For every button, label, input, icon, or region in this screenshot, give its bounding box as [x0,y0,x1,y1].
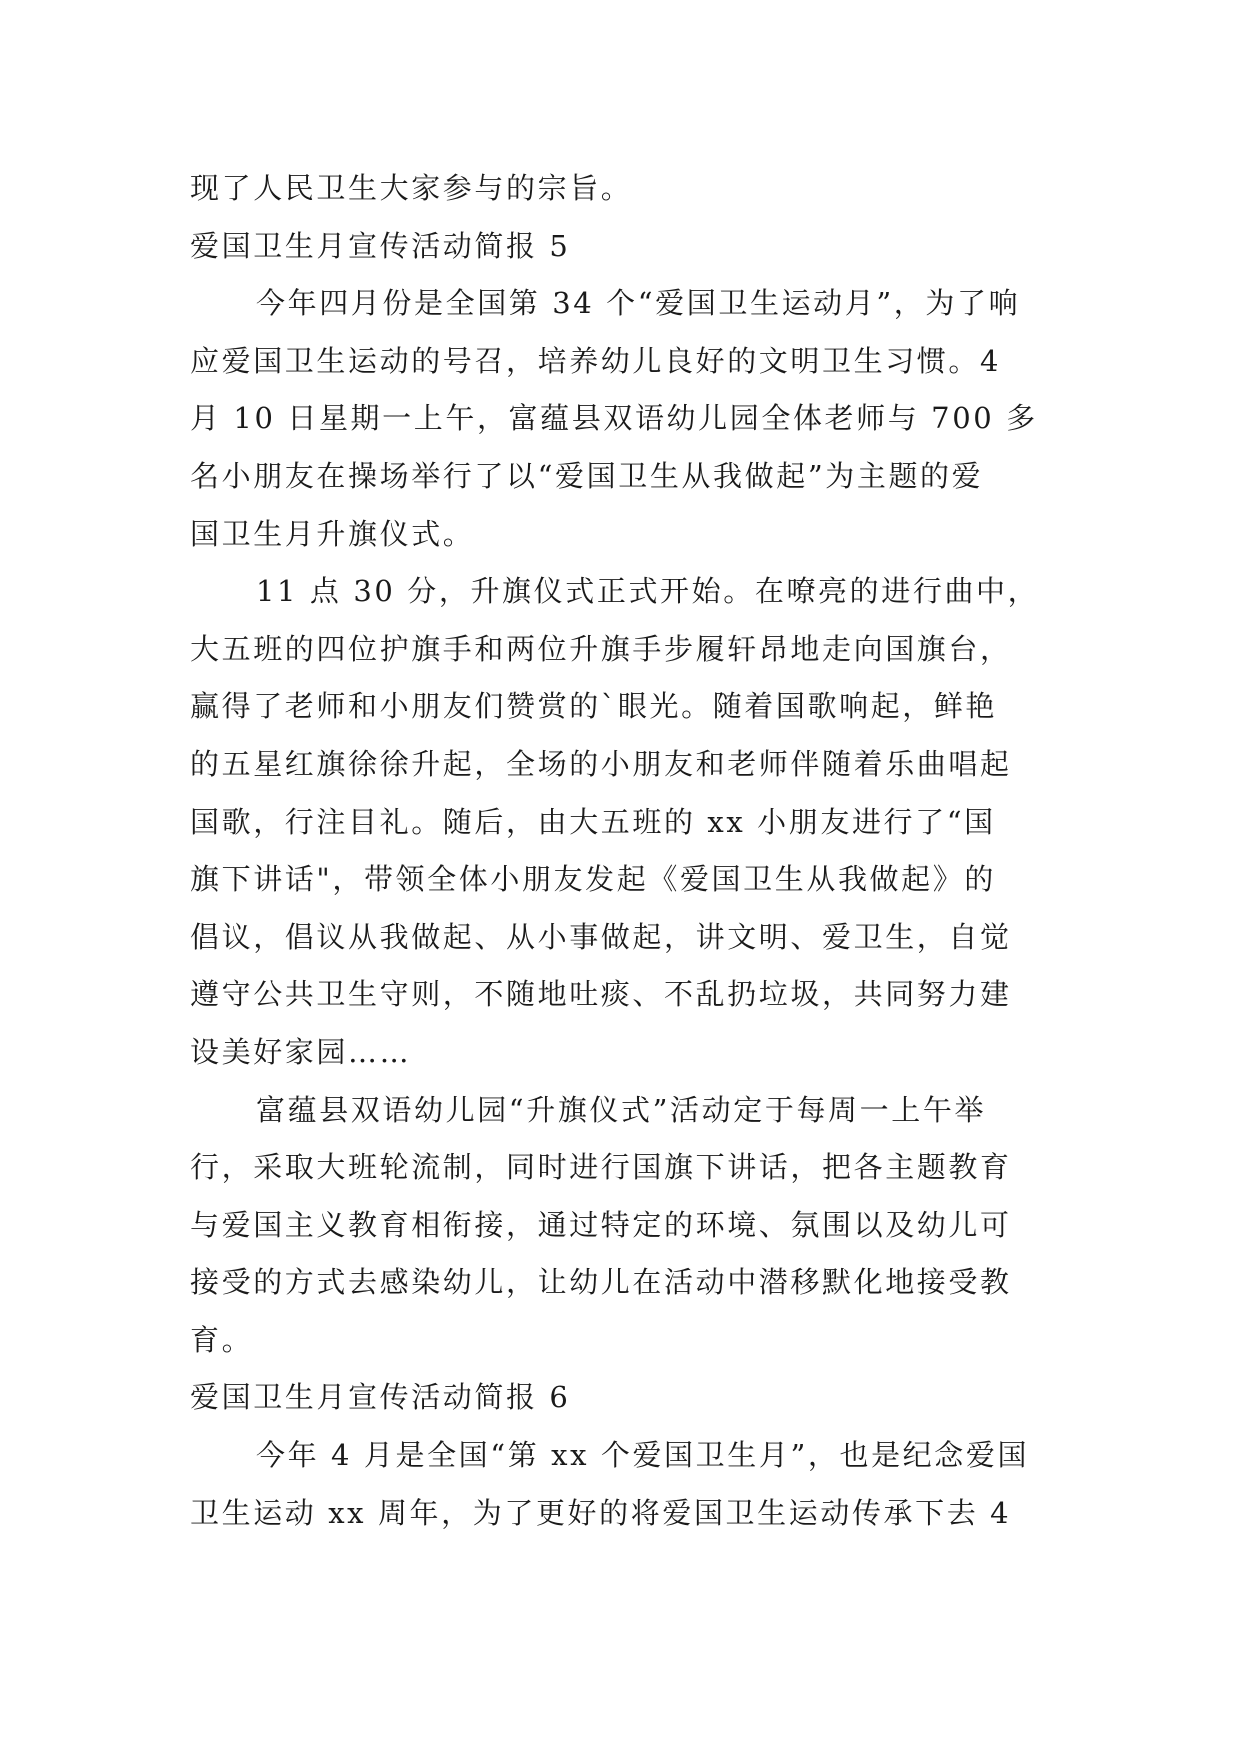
text-line: 名小朋友在操场举行了以“爱国卫生从我做起”为主题的爱 [190,458,984,493]
text-line: 富蕴县双语幼儿园“升旗仪式”活动定于每周一上午举 [256,1092,987,1127]
text-line: 的五星红旗徐徐升起，全场的小朋友和老师伴随着乐曲唱起 [190,746,1012,781]
text-line: 月 10 日星期一上午，富蕴县双语幼儿园全体老师与 700 多 [190,401,1038,436]
text-line: 倡议，倡议从我做起、从小事做起，讲文明、爱卫生，自觉 [190,919,1012,954]
section-heading-6: 爱国卫生月宣传活动简报 6 [190,1380,571,1415]
text-line: 国歌，行注目礼。随后，由大五班的 xx 小朋友进行了“国 [190,804,996,839]
text-line: 与爱国主义教育相衔接，通过特定的环境、氛围以及幼儿可 [190,1207,1012,1242]
text-line: 接受的方式去感染幼儿，让幼儿在活动中潜移默化地接受教 [190,1265,1012,1300]
text-line: 设美好家园…… [190,1034,412,1069]
text-line: 应爱国卫生运动的号召，培养幼儿良好的文明卫生习惯。4 [190,343,1002,378]
text-line: 11 点 30 分，升旗仪式正式开始。在嘹亮的进行曲中， [256,574,1040,609]
text-line: 国卫生月升旗仪式。 [190,516,475,551]
section-heading-5: 爱国卫生月宣传活动简报 5 [190,228,571,263]
text-line: 大五班的四位护旗手和两位升旗手步履轩昂地走向国旗台， [190,631,1012,666]
text-line: 旗下讲话"，带领全体小朋友发起《爱国卫生从我做起》的 [190,862,996,897]
text-line: 今年四月份是全国第 34 个“爱国卫生运动月”，为了响 [256,286,1021,321]
text-line: 卫生运动 xx 周年，为了更好的将爱国卫生运动传承下去 4 [190,1495,1012,1530]
text-line: 赢得了老师和小朋友们赞赏的`眼光。随着国歌响起，鲜艳 [190,689,998,724]
text-line: 行，采取大班轮流制，同时进行国旗下讲话，把各主题教育 [190,1150,1012,1185]
text-line: 育。 [190,1322,254,1357]
text-line: 遵守公共卫生守则，不随地吐痰、不乱扔垃圾，共同努力建 [190,977,1012,1012]
text-line: 现了人民卫生大家参与的宗旨。 [190,171,633,205]
document-page [190,160,1060,1542]
text-line: 今年 4 月是全国“第 xx 个爱国卫生月”，也是纪念爱国 [256,1438,1030,1473]
